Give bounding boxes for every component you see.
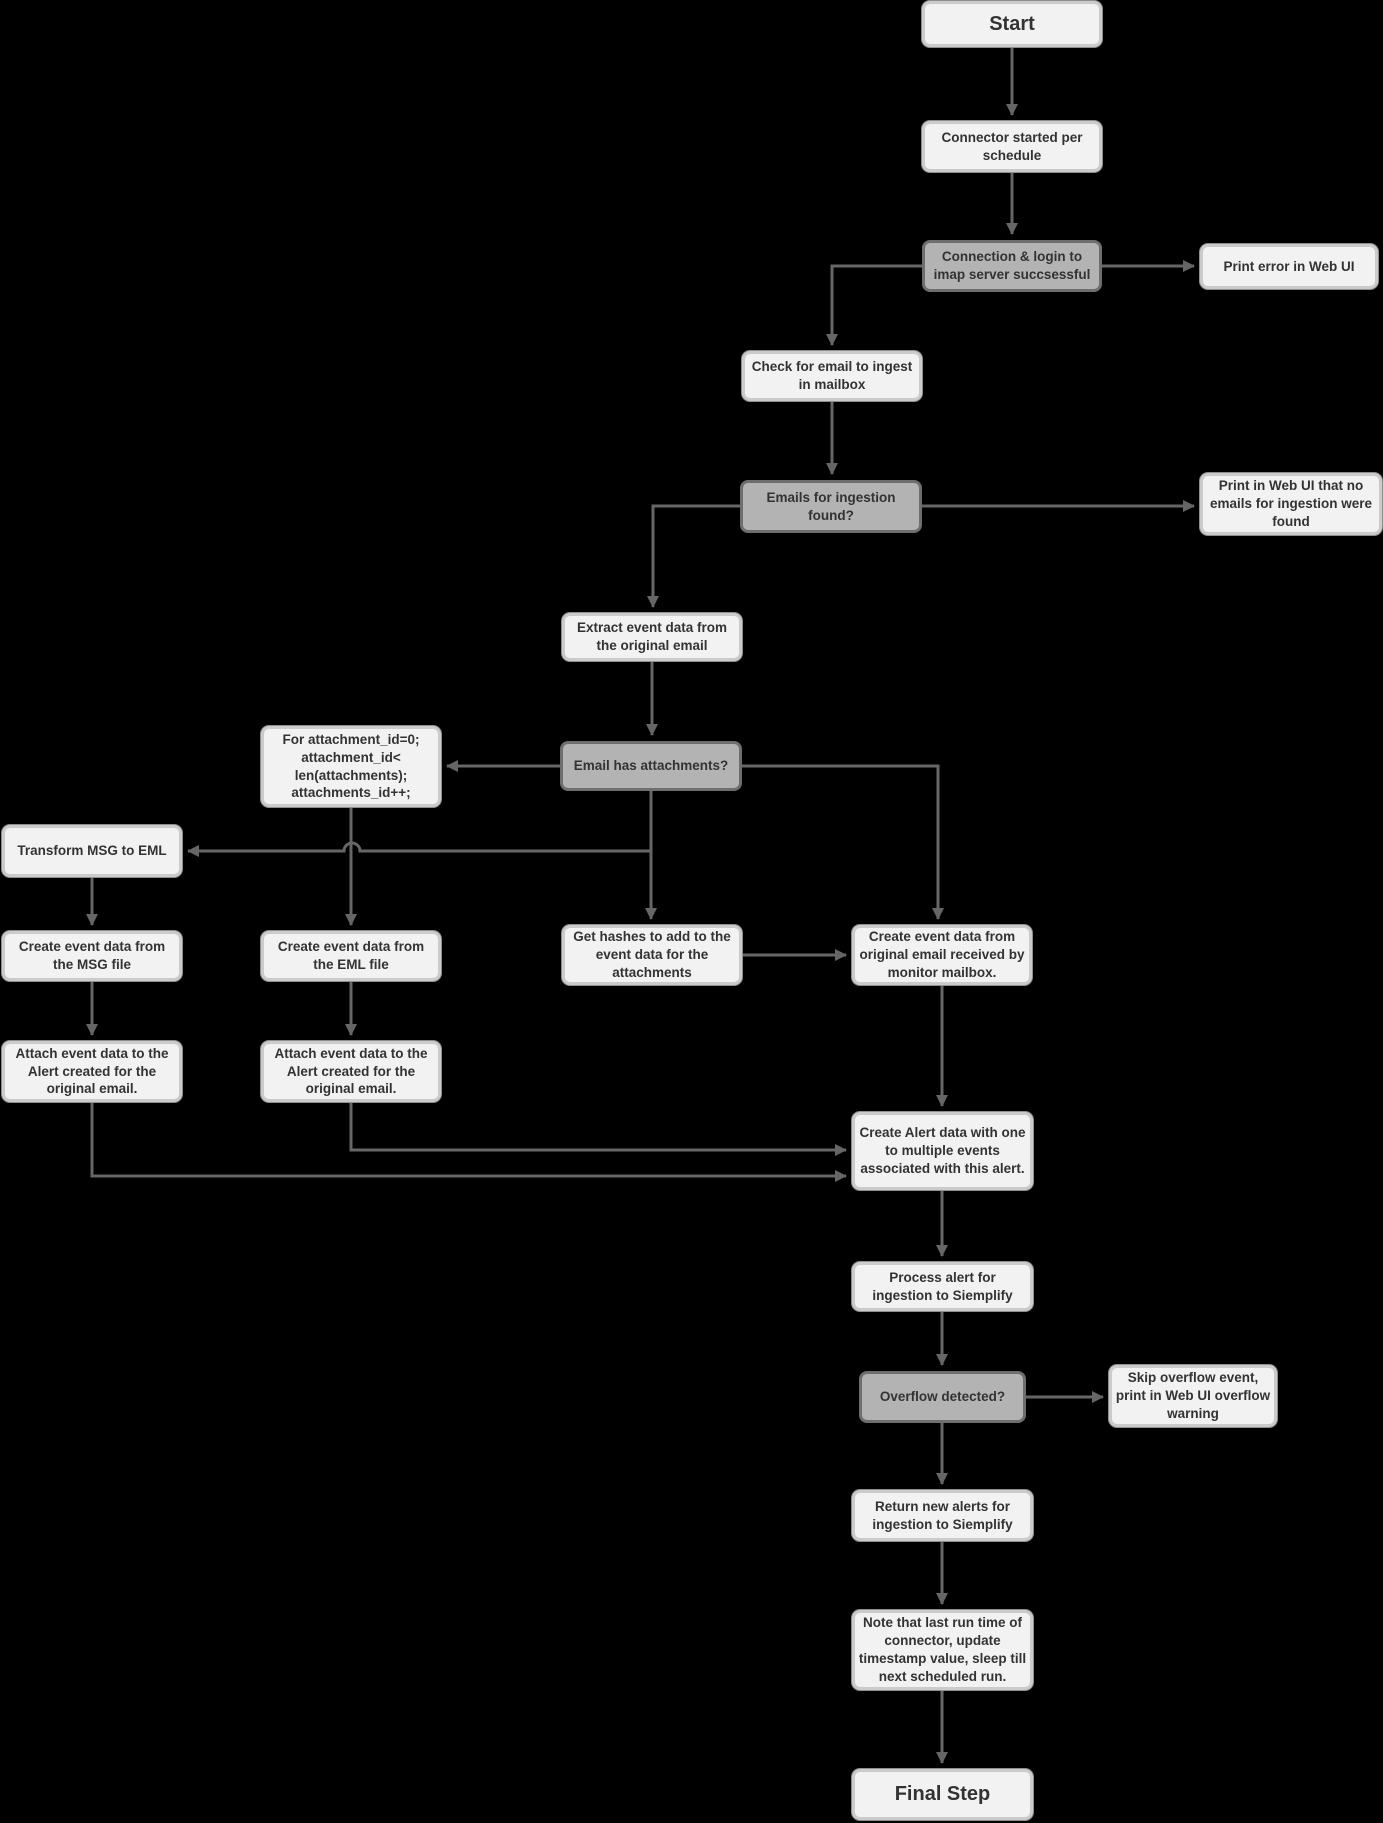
edge-attach-eml-create-alert	[351, 1102, 846, 1150]
node-connector-started: Connector started per schedule	[922, 121, 1102, 172]
node-attach-msg: Attach event data to the Alert created for the original email.	[2, 1041, 182, 1102]
edge-has-attachments-create-original	[742, 766, 938, 919]
node-final-step: Final Step	[852, 1769, 1033, 1820]
edge-attach-msg-create-alert	[92, 1102, 846, 1176]
node-connection-login: Connection & login to imap server succsessful	[922, 240, 1102, 292]
node-print-error: Print error in Web UI	[1200, 244, 1378, 289]
node-create-eml: Create event data from the EML file	[261, 931, 441, 981]
node-note-last-run: Note that last run time of connector, update timestamp value, sleep till next scheduled run.	[852, 1610, 1033, 1690]
node-attach-eml: Attach event data to the Alert created for the original email.	[261, 1041, 441, 1102]
node-print-no-emails: Print in Web UI that no emails for ingestion were found	[1200, 473, 1382, 535]
node-for-loop: For attachment_id=0; attachment_id< len(attachments); attachments_id++;	[261, 726, 441, 807]
node-skip-overflow: Skip overflow event, print in Web UI overflow warning	[1109, 1365, 1277, 1427]
edge-branch-transform-msg	[188, 843, 651, 851]
node-create-original: Create event data from original email received by monitor mailbox.	[852, 925, 1032, 985]
edge-emails-found-extract	[653, 506, 740, 607]
node-create-msg: Create event data from the MSG file	[2, 931, 182, 981]
node-start: Start	[922, 1, 1102, 47]
node-return-alerts: Return new alerts for ingestion to Siemplify	[852, 1490, 1033, 1541]
node-extract-event: Extract event data from the original email	[562, 613, 742, 661]
edge-connection-check	[832, 266, 922, 345]
node-has-attachments: Email has attachments?	[560, 741, 742, 791]
node-create-alert: Create Alert data with one to multiple events associated with this alert.	[852, 1112, 1033, 1190]
node-transform-msg: Transform MSG to EML	[2, 825, 182, 877]
node-emails-found: Emails for ingestion found?	[740, 480, 922, 533]
node-check-email: Check for email to ingest in mailbox	[742, 351, 922, 401]
node-overflow: Overflow detected?	[859, 1371, 1026, 1423]
node-get-hashes: Get hashes to add to the event data for the attachments	[562, 925, 742, 985]
node-process-alert: Process alert for ingestion to Siemplify	[852, 1262, 1033, 1311]
